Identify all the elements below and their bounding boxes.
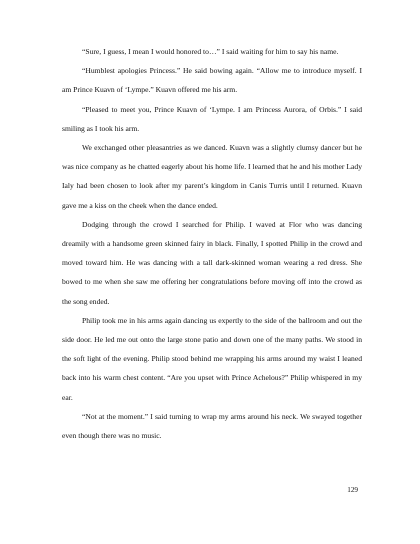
paragraph: Philip took me in his arms again dancing us expertly to the side of the ballroom and out the side door. He led me out onto the large stone patio and down one of the many paths. We stood in the soft light of the evening. Philip stood behind me wrapping his arms around my waist I leaned back into his warm chest content. “Are you upset with Prince Achelous?” Philip whispered in my ear. [62,315,362,402]
paragraph: “Not at the moment.” I said turning to wrap my arms around his neck. We swayed together even though there was no music. [62,411,362,441]
paragraph: “Sure, I guess, I mean I would honored to…” I said waiting for him to say his name. [82,47,339,56]
page-number: 129 [347,486,358,494]
paragraph: “Humblest apologies Princess.” He said bowing again. “Allow me to introduce myself. I am Prince Kuavn of ‘Lympe.” Kuavn offered me his arm. [62,66,362,95]
body-text [62,42,362,445]
paragraph: Dodging through the crowd I searched for Philip. I waved at Flor who was dancing dreamily with a handsome green skinned fairy in black. Finally, I spotted Philip in the crowd and moved toward him. He was dancing with a tall dark-skinned woman wearing a red dress. She bowed to me when she saw me offering her congratulations before moving off into the crowd as the song ended. [62,219,362,306]
paragraph: “Pleased to meet you, Prince Kuavn of ‘Lympe. I am Princess Aurora, of Orbis.” I said smiling as I took his arm. [62,104,362,133]
paragraph: We exchanged other pleasantries as we danced. Kuavn was a slightly clumsy dancer but he was nice company as he chatted eagerly about his home life. I learned that he and his mother Lady Ialy had been chosen to look after my parent’s kingdom in Canis Turris until I returned. Kuavn gave me a kiss on the cheek when the dance ended. [62,143,362,210]
